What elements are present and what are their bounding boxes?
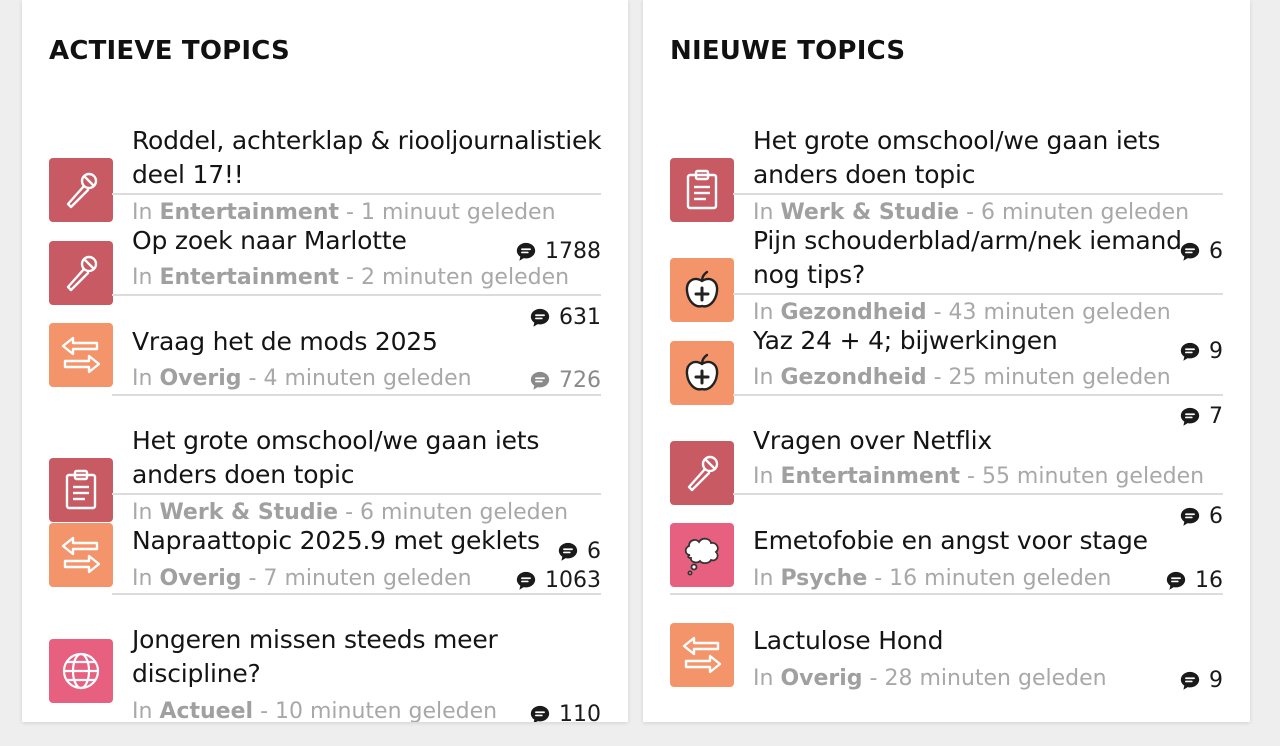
active-topics-panel [22, 0, 628, 722]
category-link[interactable]: Overig [159, 566, 242, 591]
comment-icon [1165, 570, 1187, 592]
active-topics-heading: ACTIEVE TOPICS [49, 36, 290, 66]
divider [733, 394, 1223, 396]
reply-count: 631 [529, 305, 601, 330]
category-link[interactable]: Gezondheid [780, 300, 927, 325]
divider [112, 193, 601, 195]
topic-title[interactable]: Vragen over Netflix [753, 426, 993, 455]
divider [112, 593, 601, 595]
topic-meta: In Gezondheid - 43 minuten geleden [753, 300, 1171, 325]
divider [733, 193, 1223, 195]
topic-meta: In Overig - 4 minuten geleden [132, 366, 472, 391]
topic-meta: In Entertainment - 2 minuten geleden [132, 265, 570, 290]
divider [112, 294, 601, 296]
category-link[interactable]: Psyche [780, 566, 868, 591]
topic-meta: In Gezondheid - 25 minuten geleden [753, 365, 1171, 390]
arrows-icon [49, 323, 113, 387]
microphone-icon [49, 241, 113, 305]
category-link[interactable]: Werk & Studie [780, 200, 960, 225]
reply-count: 6 [557, 539, 601, 564]
category-link[interactable]: Overig [159, 366, 242, 391]
arrows-icon [670, 623, 734, 687]
topic-title[interactable]: Emetofobie en angst voor stage [753, 526, 1148, 555]
reply-count: 1788 [515, 239, 601, 264]
clipboard-icon [49, 458, 113, 522]
category-link[interactable]: Overig [780, 666, 863, 691]
reply-count: 16 [1165, 568, 1223, 593]
reply-count: 9 [1179, 339, 1223, 364]
reply-count: 9 [1179, 668, 1223, 693]
clipboard-icon [670, 158, 734, 222]
divider [112, 493, 601, 495]
reply-count: 110 [529, 702, 601, 722]
reply-count: 6 [1179, 239, 1223, 264]
reply-count: 7 [1179, 404, 1223, 429]
comment-icon [515, 570, 537, 592]
divider [670, 593, 1223, 595]
reply-count: 6 [1179, 504, 1223, 529]
topic-title[interactable]: Jongeren missen steeds meer discipline? [132, 625, 498, 688]
topic-meta: In Actueel - 10 minuten geleden [132, 699, 498, 722]
reply-count: 1063 [515, 568, 601, 593]
topic-title[interactable]: Napraattopic 2025.9 met geklets [132, 526, 540, 555]
topic-meta: In Psyche - 16 minuten geleden [753, 566, 1112, 591]
topic-meta: In Werk & Studie - 6 minuten geleden [753, 200, 1190, 225]
microphone-icon [49, 158, 113, 222]
topic-meta: In Werk & Studie - 6 minuten geleden [132, 500, 569, 525]
category-link[interactable]: Entertainment [159, 265, 340, 290]
divider [733, 293, 1223, 295]
category-link[interactable]: Werk & Studie [159, 500, 339, 525]
topic-title[interactable]: Lactulose Hond [753, 626, 944, 655]
topic-meta: In Overig - 7 minuten geleden [132, 566, 472, 591]
category-link[interactable]: Actueel [159, 699, 254, 722]
reply-count: 726 [529, 368, 601, 393]
topic-title[interactable]: Yaz 24 + 4; bijwerkingen [753, 326, 1058, 355]
category-link[interactable]: Entertainment [159, 200, 340, 225]
category-link[interactable]: Gezondheid [780, 365, 927, 390]
topic-title[interactable]: Het grote omschool/we gaan iets anders doen topic [753, 126, 1161, 189]
topic-title[interactable]: Op zoek naar Marlotte [132, 226, 407, 255]
new-topics-panel [643, 0, 1250, 722]
topic-meta: In Entertainment - 1 minuut geleden [132, 200, 556, 225]
topic-title[interactable]: Roddel, achterklap & riooljournalistiek deel 17!! [132, 126, 602, 189]
globe-icon [49, 639, 113, 703]
microphone-icon [670, 441, 734, 505]
apple-health-icon [670, 341, 734, 405]
divider [112, 394, 601, 396]
topic-meta: In Overig - 28 minuten geleden [753, 666, 1107, 691]
divider [733, 493, 1223, 495]
comment-icon [529, 370, 551, 392]
thought-cloud-icon [670, 523, 734, 587]
topic-meta: In Entertainment - 55 minuten geleden [753, 464, 1205, 489]
category-link[interactable]: Entertainment [780, 464, 961, 489]
arrows-icon [49, 523, 113, 587]
topic-title[interactable]: Het grote omschool/we gaan iets anders doen topic [132, 426, 540, 489]
apple-health-icon [670, 258, 734, 322]
new-topics-heading: NIEUWE TOPICS [670, 36, 906, 66]
topic-title[interactable]: Pijn schouderblad/arm/nek iemand nog tips? [753, 226, 1182, 289]
comment-icon [529, 704, 551, 723]
comment-icon [1179, 670, 1201, 692]
topic-title[interactable]: Vraag het de mods 2025 [132, 327, 438, 356]
